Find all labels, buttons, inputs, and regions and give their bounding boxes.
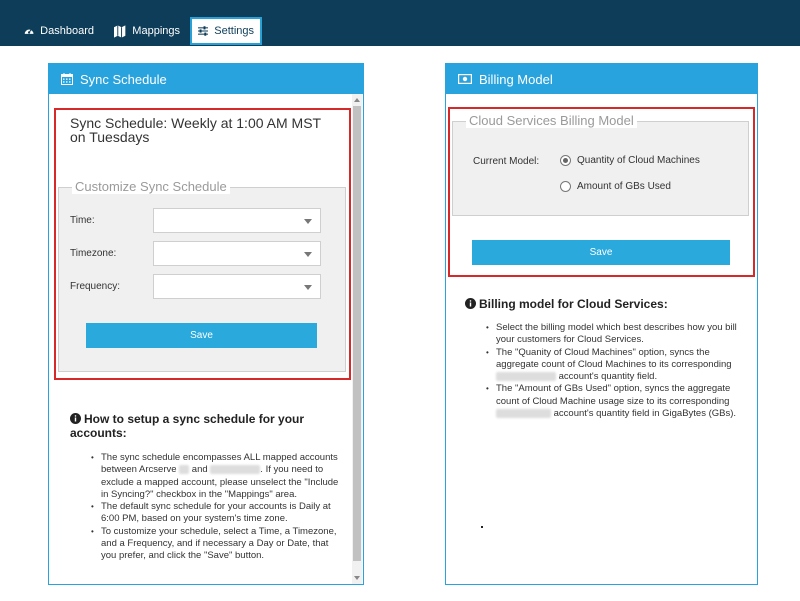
dashboard-icon <box>24 25 34 37</box>
time-label: Time: <box>70 215 95 226</box>
help-text: The sync schedule encompasses ALL mapped accounts between Arcserve <box>101 452 338 476</box>
radio-label: Quantity of Cloud Machines <box>577 155 700 166</box>
help-text: account's quantity field. <box>558 371 658 383</box>
list-item: • To customize your schedule, select a Time, a Timezone, and a Frequency, and if necessary a Day or Date, that you prefer, and click the "Save" button. <box>101 526 341 563</box>
radio-button[interactable] <box>560 181 571 192</box>
timezone-select[interactable] <box>153 241 321 266</box>
sync-panel-scrollbar[interactable] <box>352 94 362 584</box>
time-select[interactable] <box>153 208 321 233</box>
chevron-down-icon <box>304 252 312 257</box>
help-text: account's quantity field in GigaBytes (GBs). <box>553 408 737 420</box>
timezone-label: Timezone: <box>70 248 117 259</box>
billing-fieldset <box>452 121 749 216</box>
chevron-down-icon <box>304 285 312 290</box>
map-icon <box>114 25 126 38</box>
radio-label: Amount of GBs Used <box>577 181 671 192</box>
stray-dot <box>481 526 483 528</box>
list-item: • Select the billing model which best describes how you bill your customers for Cloud Services. <box>496 322 746 347</box>
customize-sync-legend: Customize Sync Schedule <box>72 180 230 194</box>
redacted-text <box>496 372 556 381</box>
nav-mappings[interactable] <box>108 17 186 45</box>
billing-help-title <box>465 297 750 311</box>
sync-schedule-title: Sync Schedule <box>80 71 167 87</box>
chevron-down-icon <box>304 219 312 224</box>
sync-help-list <box>101 452 341 563</box>
frequency-select[interactable] <box>153 274 321 299</box>
info-icon <box>465 298 476 309</box>
nav-dashboard-label: Dashboard <box>40 25 94 37</box>
sync-schedule-header <box>49 64 363 94</box>
redacted-text <box>179 465 189 474</box>
list-item: • The default sync schedule for your accounts is Daily at 6:00 PM, based on your system's time zone. <box>101 501 341 526</box>
help-text: The "Quanity of Cloud Machines" option, syncs the aggregate count of Cloud Machines to its corresponding <box>496 346 732 370</box>
billing-model-title: Billing Model <box>479 71 553 87</box>
scroll-thumb[interactable] <box>353 106 361 561</box>
nav-mappings-label: Mappings <box>132 25 180 37</box>
scroll-down-icon[interactable] <box>354 576 360 580</box>
redacted-text <box>496 409 551 418</box>
redacted-text <box>210 465 260 474</box>
scroll-up-icon[interactable] <box>354 98 360 102</box>
frequency-label: Frequency: <box>70 281 121 292</box>
help-text: If you need to exclude a mapped account, please unselect the "Include in Syncing?" checkbox in the "Mappings" area. <box>101 464 339 500</box>
help-text: The "Amount of GBs Used" option, syncs the aggregate count of Cloud Machine usage size to its corresponding <box>496 383 731 407</box>
current-sync-schedule: Sync Schedule: Weekly at 1:00 AM MST on Tuesdays <box>70 115 321 145</box>
info-icon <box>70 413 81 424</box>
money-icon <box>458 74 472 84</box>
calendar-icon <box>61 73 73 85</box>
billing-model-header <box>446 64 757 94</box>
current-model-label: Current Model: <box>473 156 540 167</box>
sync-help-title <box>70 412 340 440</box>
nav-settings[interactable] <box>190 17 262 45</box>
billing-save-button[interactable]: Save <box>472 240 730 265</box>
billing-help-list <box>496 322 746 420</box>
list-item <box>496 383 746 420</box>
sliders-icon <box>198 25 208 37</box>
list-item: • The sync schedule encompasses ALL mapped accounts between Arcserve and . If you need to exclude a mapped account, please unselect the "Include in Syncing?" checkbox in the "Mappings" area. <box>101 452 341 501</box>
nav-dashboard[interactable] <box>18 17 100 45</box>
radio-quantity-cloud-machines[interactable] <box>560 155 700 166</box>
sync-help-title-text: How to setup a sync schedule for your accounts: <box>70 412 305 440</box>
top-nav <box>0 0 800 46</box>
radio-amount-gbs-used[interactable] <box>560 181 671 192</box>
radio-button[interactable] <box>560 155 571 166</box>
list-item <box>496 347 746 384</box>
nav-settings-label: Settings <box>214 25 254 37</box>
billing-help-title-text: Billing model for Cloud Services: <box>479 297 668 311</box>
sync-save-button[interactable]: Save <box>86 323 317 348</box>
billing-legend: Cloud Services Billing Model <box>466 114 637 128</box>
